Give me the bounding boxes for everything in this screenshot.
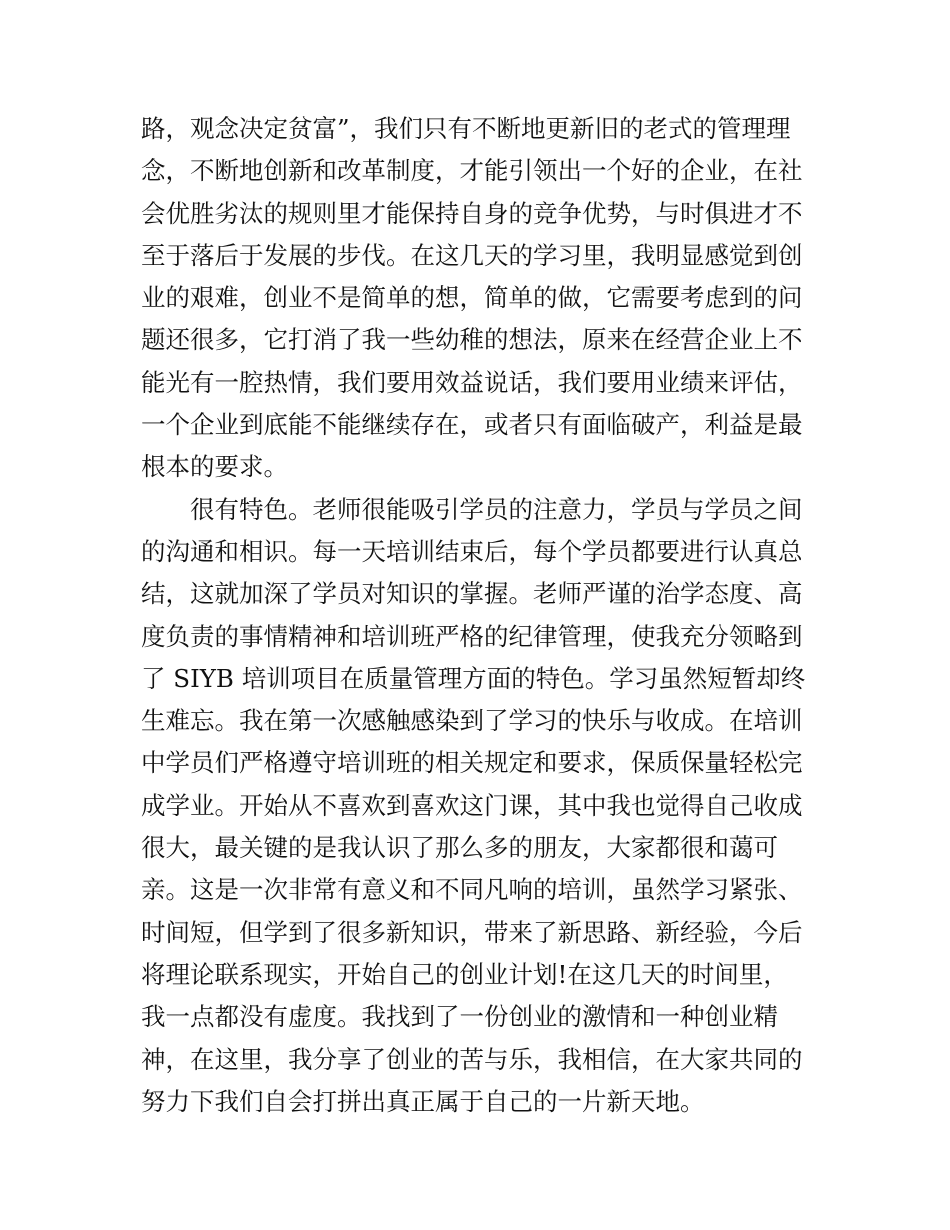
text-line: 业的艰难，创业不是简单的想，简单的做，它需要考虑到的问 <box>141 283 803 313</box>
text-line: 题还很多，它打消了我一些幼稚的想法，原来在经营企业上不 <box>141 325 803 355</box>
text-line: 了 SIYB 培训项目在质量管理方面的特色。学习虽然短暂却终 <box>141 663 806 693</box>
text-line: 亲。这是一次非常有意义和不同凡响的培训，虽然学习紧张、 <box>141 875 803 905</box>
text-line: 的沟通和相识。每一天培训结束后，每个学员都要进行认真总 <box>141 536 803 566</box>
text-line: 很有特色。老师很能吸引学员的注意力，学员与学员之间 <box>141 494 803 524</box>
text-line: 根本的要求。 <box>141 452 288 482</box>
text-line: 很大，最关键的是我认识了那么多的朋友，大家都很和蔼可 <box>141 833 778 863</box>
text-line: 结，这就加深了学员对知识的掌握。老师严谨的治学态度、高 <box>141 579 803 609</box>
text-line: 至于落后于发展的步伐。在这几天的学习里，我明显感觉到创 <box>141 240 803 270</box>
text-line: 一个企业到底能不能继续存在，或者只有面临破产，利益是最 <box>141 410 803 440</box>
text-line: 时间短，但学到了很多新知识，带来了新思路、新经验，今后 <box>141 917 803 947</box>
text-line: 我一点都没有虚度。我找到了一份创业的激情和一种创业精 <box>141 1002 778 1032</box>
text-line: 神，在这里，我分享了创业的苦与乐，我相信，在大家共同的 <box>141 1044 803 1074</box>
text-line: 中学员们严格遵守培训班的相关规定和要求，保质保量轻松完 <box>141 748 803 778</box>
text-line: 生难忘。我在第一次感触感染到了学习的快乐与收成。在培训 <box>141 706 803 736</box>
text-line: 会优胜劣汰的规则里才能保持自身的竞争优势，与时俱进才不 <box>141 198 803 228</box>
body-text <box>141 108 821 1123</box>
text-line: 努力下我们自会打拼出真正属于自己的一片新天地。 <box>141 1086 705 1116</box>
text-line: 念，不断地创新和改革制度，才能引领出一个好的企业，在社 <box>141 156 803 186</box>
text-line: 度负责的事情精神和培训班严格的纪律管理，使我充分领略到 <box>141 621 803 651</box>
text-line: 能光有一腔热情，我们要用效益说话，我们要用业绩来评估， <box>141 367 803 397</box>
text-line: 路，观念决定贫富”，我们只有不断地更新旧的老式的管理理 <box>141 114 791 143</box>
text-line: 成学业。开始从不喜欢到喜欢这门课，其中我也觉得自己收成 <box>141 790 803 820</box>
text-line: 将理论联系现实，开始自己的创业计划!在这几天的时间里， <box>141 959 788 989</box>
